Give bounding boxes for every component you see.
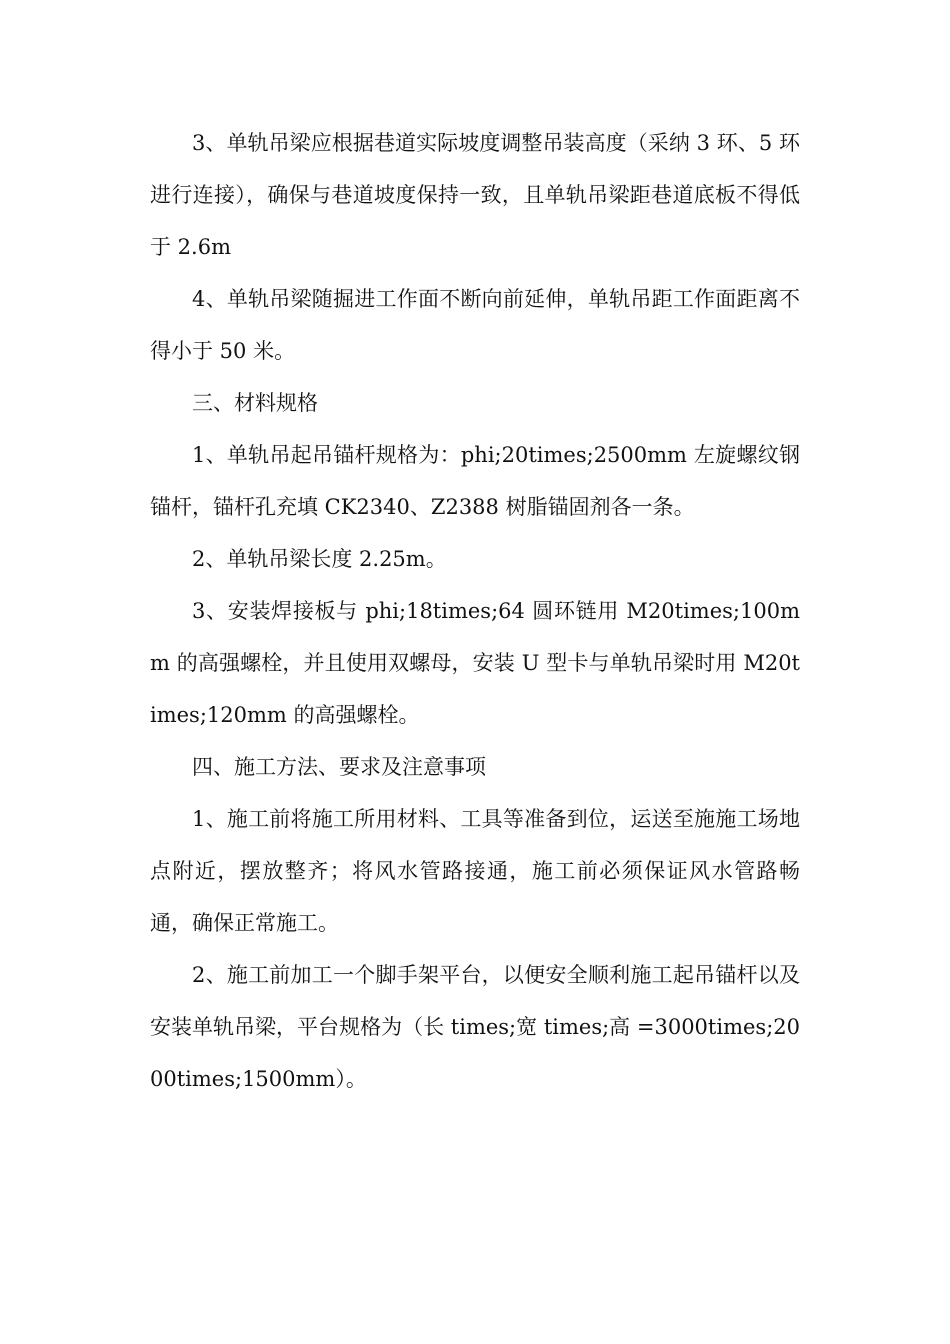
paragraph-7: 2、施工前加工一个脚手架平台，以便安全顺利施工起吊锚杆以及安装单轨吊梁，平台规格为（长 times;宽 times;高 =3000times;2000times;1500mm）。 (150, 963, 800, 1091)
paragraph-2: 4、单轨吊梁随掘进工作面不断向前延伸，单轨吊距工作面距离不得小于 50 米。 (150, 287, 800, 363)
document-body (150, 117, 800, 1105)
paragraph-5: 3、安装焊接板与 phi;18times;64 圆环链用 M20times;100mm 的高强螺栓，并且使用双螺母，安装 U 型卡与单轨吊梁时用 M20times;120mm 的高强螺栓。 (150, 599, 800, 727)
paragraph-1: 3、单轨吊梁应根据巷道实际坡度调整吊装高度（采纳 3 环、5 环进行连接），确保与巷道坡度保持一致，且单轨吊梁距巷道底板不得低于 2.6m (150, 131, 800, 259)
paragraph-3: 1、单轨吊起吊锚杆规格为：phi;20times;2500mm 左旋螺纹钢锚杆，锚杆孔充填 CK2340、Z2388 树脂锚固剂各一条。 (150, 443, 800, 519)
section-heading-materials: 三、材料规格 (192, 391, 318, 415)
section-heading-methods: 四、施工方法、要求及注意事项 (192, 755, 486, 779)
paragraph-6: 1、施工前将施工所用材料、工具等准备到位，运送至施施工场地点附近，摆放整齐；将风水管路接通，施工前必须保证风水管路畅通，确保正常施工。 (150, 807, 800, 935)
paragraph-4: 2、单轨吊梁长度 2.25m。 (192, 547, 447, 571)
